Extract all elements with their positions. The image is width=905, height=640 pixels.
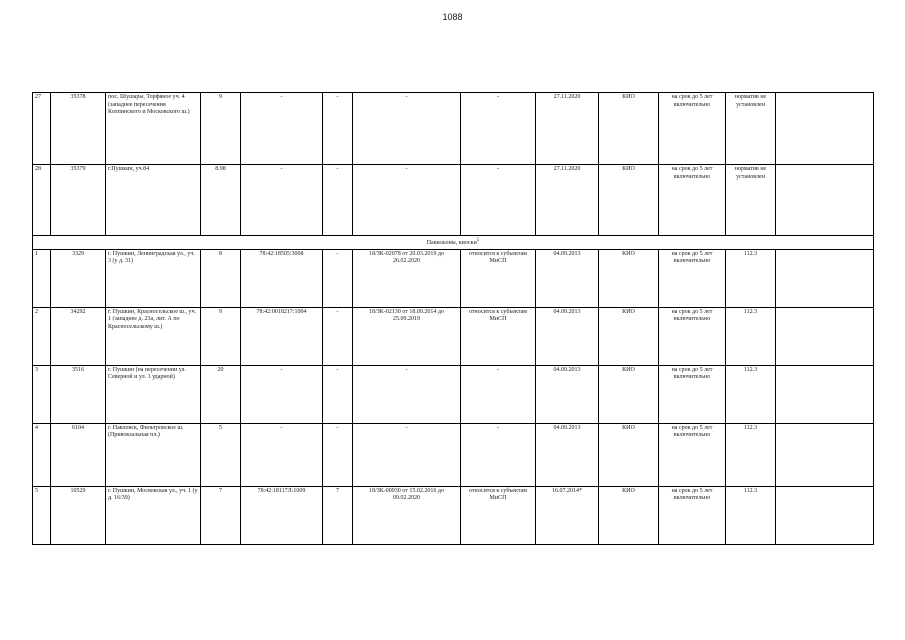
cell-date: 04.09.2013 xyxy=(536,249,599,307)
cell-number: 3 xyxy=(33,365,51,423)
cell-status: относится к субъектам МиСП xyxy=(461,249,536,307)
cell-count: - xyxy=(323,165,353,236)
cell-date: 04.09.2013 xyxy=(536,365,599,423)
cell-area: 20 xyxy=(201,365,241,423)
table-row xyxy=(33,93,874,165)
cell-agency: КИО xyxy=(599,307,659,365)
cell-contract: - xyxy=(353,365,461,423)
section-heading xyxy=(33,236,874,250)
cell-agency: КИО xyxy=(599,93,659,165)
table-row xyxy=(33,307,874,365)
section-heading-footnote: 5 xyxy=(476,238,480,243)
section-heading-text: Павильоны, киоски xyxy=(426,240,477,246)
cell-count: 7 xyxy=(323,486,353,544)
cell-term: на срок до 5 лет включительно xyxy=(659,93,726,165)
cell-contract: 18/ЗК-02078 от 20.03.2019 до 26.02.2020 xyxy=(353,249,461,307)
cell-term: на срок до 5 лет включительно xyxy=(659,249,726,307)
page-number: 1088 xyxy=(442,12,463,22)
cell-norm: 112.3 xyxy=(726,249,776,307)
cell-id: 35379 xyxy=(51,165,106,236)
cell-term: на срок до 5 лет включительно xyxy=(659,365,726,423)
cell-agency: КИО xyxy=(599,249,659,307)
cell-norm: 112.3 xyxy=(726,307,776,365)
cell-address: г. Пушкин, Московская ул., уч. 1 (у д. 16/39) xyxy=(106,486,201,544)
cell-area: 9 xyxy=(201,307,241,365)
cell-agency: КИО xyxy=(599,486,659,544)
cell-contract: 18/ЗК-02130 от 18.09.2014 до 25.09.2019 xyxy=(353,307,461,365)
cell-cadastral: - xyxy=(241,423,323,486)
cell-address: г. Пушкин, Красносельское ш., уч. 1 (западнее д. 23а, лит. А по Красносельскому ш.) xyxy=(106,307,201,365)
cell-count: - xyxy=(323,307,353,365)
cell-term: на срок до 5 лет включительно xyxy=(659,486,726,544)
cell-status: относится к субъектам МиСП xyxy=(461,307,536,365)
cell-empty xyxy=(776,165,874,236)
cell-agency: КИО xyxy=(599,365,659,423)
cell-area: 9 xyxy=(201,93,241,165)
cell-area: 8.98 xyxy=(201,165,241,236)
cell-term: на срок до 5 лет включительно xyxy=(659,165,726,236)
cell-status: - xyxy=(461,423,536,486)
registry-table xyxy=(32,92,874,545)
cell-date: 04.09.2013 xyxy=(536,423,599,486)
cell-count: - xyxy=(323,93,353,165)
cell-date: 16.07.2014* xyxy=(536,486,599,544)
cell-count: - xyxy=(323,249,353,307)
cell-date: 27.11.2020 xyxy=(536,165,599,236)
cell-id: 3329 xyxy=(51,249,106,307)
cell-address: г. Павловск, Фильтровское ш. (Привокзальная пл.) xyxy=(106,423,201,486)
cell-date: 27.11.2020 xyxy=(536,93,599,165)
cell-number: 28 xyxy=(33,165,51,236)
cell-address: пос. Шушары, Торфяное уч. 4 (западнее пересечения Колпинского и Московского ш.) xyxy=(106,93,201,165)
cell-address: г.Пушкин, уч.84 xyxy=(106,165,201,236)
cell-id: 6104 xyxy=(51,423,106,486)
cell-cadastral: 78:42:0018217:1004 xyxy=(241,307,323,365)
cell-norm: норматив не установлен xyxy=(726,165,776,236)
cell-area: 8 xyxy=(201,249,241,307)
cell-agency: КИО xyxy=(599,423,659,486)
cell-empty xyxy=(776,93,874,165)
cell-number: 2 xyxy=(33,307,51,365)
cell-norm: 112.3 xyxy=(726,486,776,544)
cell-id: 34292 xyxy=(51,307,106,365)
cell-area: 5 xyxy=(201,423,241,486)
table-row xyxy=(33,365,874,423)
cell-contract: - xyxy=(353,93,461,165)
cell-area: 7 xyxy=(201,486,241,544)
cell-status: - xyxy=(461,365,536,423)
cell-empty xyxy=(776,423,874,486)
table-row xyxy=(33,423,874,486)
cell-cadastral: - xyxy=(241,93,323,165)
cell-id: 10529 xyxy=(51,486,106,544)
cell-norm: норматив не установлен xyxy=(726,93,776,165)
cell-empty xyxy=(776,365,874,423)
cell-contract: - xyxy=(353,423,461,486)
cell-address: г. Пушкин, Ленинградская ул., уч. 3 (у д. 31) xyxy=(106,249,201,307)
cell-count: - xyxy=(323,365,353,423)
cell-id: 3516 xyxy=(51,365,106,423)
cell-empty xyxy=(776,249,874,307)
cell-number: 4 xyxy=(33,423,51,486)
cell-address: г. Пушкин (на пересечении ул. Северной и ул. 1 ударной) xyxy=(106,365,201,423)
cell-term: на срок до 5 лет включительно xyxy=(659,423,726,486)
cell-status: - xyxy=(461,165,536,236)
cell-cadastral: - xyxy=(241,165,323,236)
cell-cadastral: - xyxy=(241,365,323,423)
cell-contract: - xyxy=(353,165,461,236)
cell-norm: 112.3 xyxy=(726,423,776,486)
cell-number: 27 xyxy=(33,93,51,165)
cell-status: относится к субъектам МиСП xyxy=(461,486,536,544)
cell-agency: КИО xyxy=(599,165,659,236)
table-row xyxy=(33,249,874,307)
cell-empty xyxy=(776,307,874,365)
cell-number: 5 xyxy=(33,486,51,544)
cell-cadastral: 78:42:18505:3008 xyxy=(241,249,323,307)
cell-empty xyxy=(776,486,874,544)
cell-term: на срок до 5 лет включительно xyxy=(659,307,726,365)
cell-id: 35378 xyxy=(51,93,106,165)
cell-number: 1 xyxy=(33,249,51,307)
section-heading-row xyxy=(33,236,874,250)
cell-date: 04.09.2013 xyxy=(536,307,599,365)
table-row xyxy=(33,165,874,236)
cell-norm: 112.3 xyxy=(726,365,776,423)
table-row xyxy=(33,486,874,544)
cell-contract: 18/ЗК-00930 от 15.02.2016 до 09.02.2020 xyxy=(353,486,461,544)
cell-cadastral: 78:42:18117Л:1009 xyxy=(241,486,323,544)
cell-status: - xyxy=(461,93,536,165)
cell-count: - xyxy=(323,423,353,486)
